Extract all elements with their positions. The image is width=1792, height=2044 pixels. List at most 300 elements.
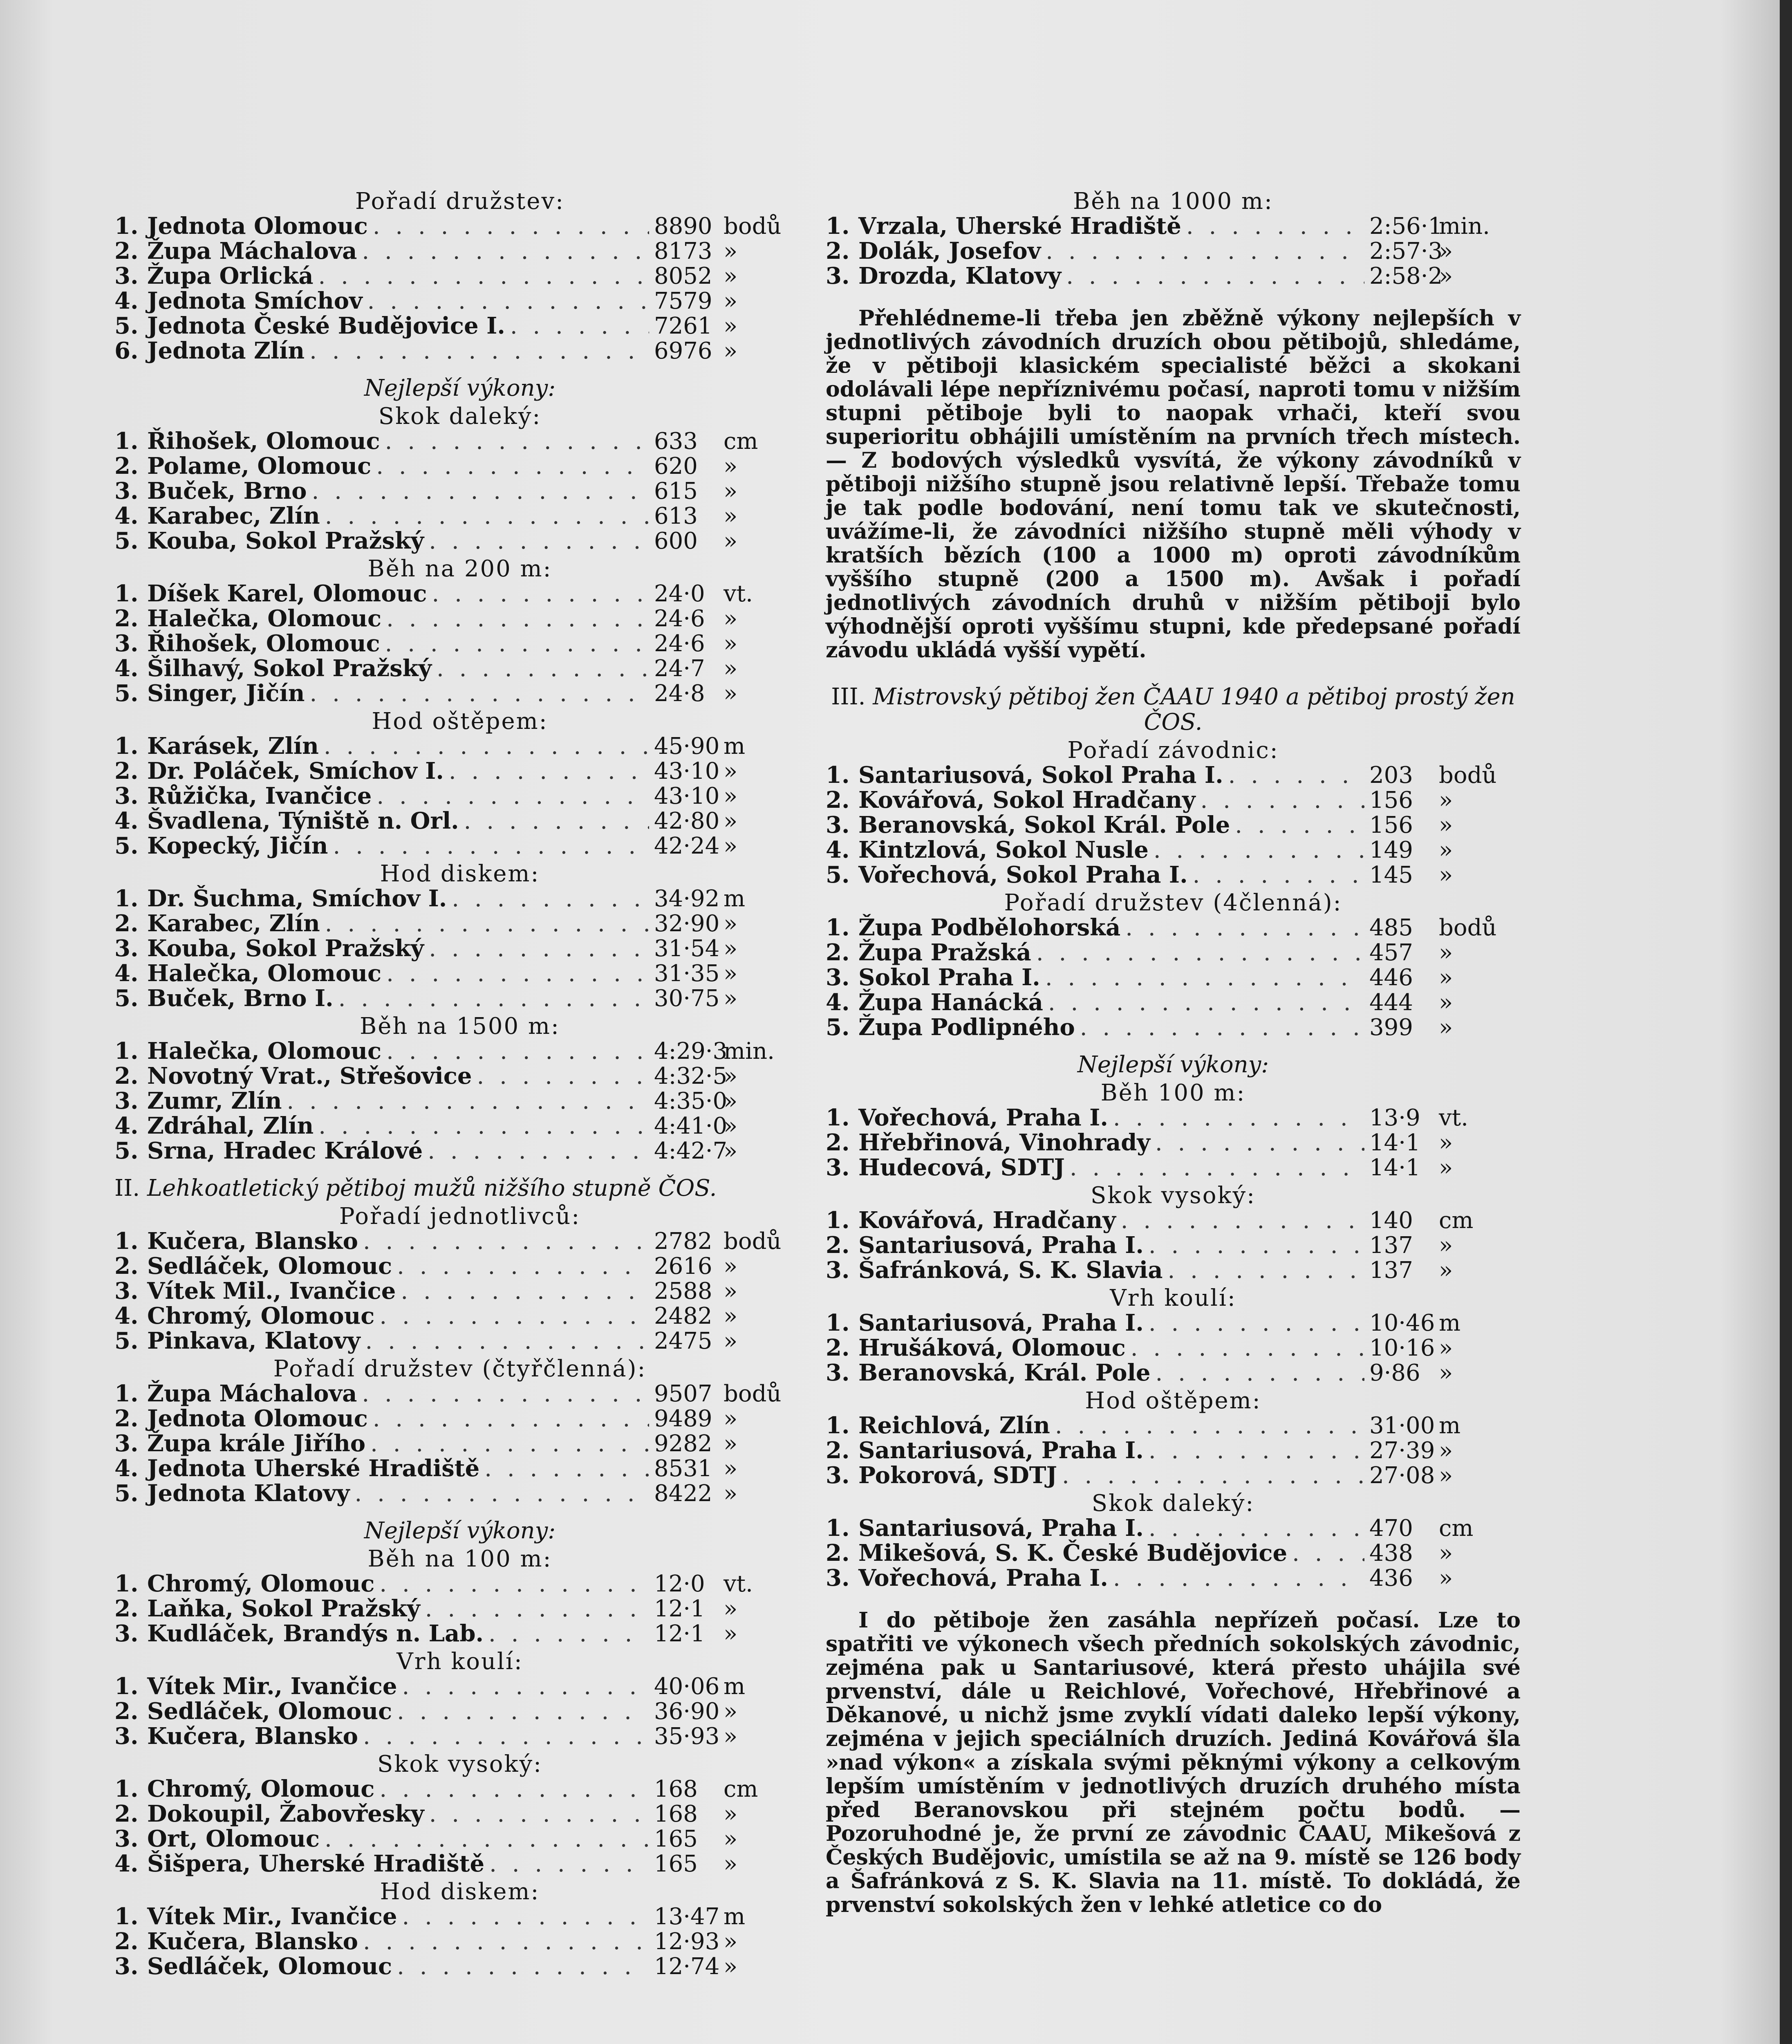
result-rank: 4. — [826, 836, 850, 863]
result-value: 9489 — [654, 1405, 712, 1432]
result-value: 165 — [654, 1826, 698, 1852]
leader-dots — [379, 1572, 649, 1596]
result-unit: » — [724, 1278, 738, 1304]
result-value: 31·35 — [654, 960, 720, 987]
result-unit: » — [1439, 1232, 1453, 1259]
result-unit: » — [724, 1113, 738, 1139]
leader-dots — [1155, 1131, 1364, 1155]
result-unit: » — [724, 910, 738, 937]
scan-edge-shadow — [1780, 0, 1792, 2044]
result-rank: 5. — [114, 1137, 139, 1164]
result-value: 137 — [1369, 1232, 1413, 1259]
result-value: 7261 — [654, 313, 712, 339]
section-3-heading — [826, 684, 1521, 735]
result-unit: » — [724, 605, 738, 632]
commentary-paragraph-2: I do pětiboje žen zasáhla nepřízeň počasí. Lze to spatřiti ve výkonech všech předních sokolských závodnic, zejména pak u Santariusové, která přesto uhájila své prvenství, dále u Reichlové, Vořechové, Hřebřinové a Děkanové, u nichž jsme zvyklí vídati daleko lepší výkony, zejména v jejich speciálních druzích. Jediná Kovářová šla »nad výkon« a získala svými pěknými výkony a celkovým lepším umístěním v jednotlivých druzích druhého místa před Beranovskou při stejném počtu bodů. — Pozoruhodné je, že první ze závodnic ČAAU, Mikešová z Českých Budějovic, umístila se až na 9. místě se 126 body a Šafránková z S. K. Slavia na 11. místě. To dokládá, že prvenství sokolských žen v lehké atletice co do — [826, 1608, 1521, 1917]
long-jump-title: Skok daleký: — [378, 403, 542, 430]
leader-dots — [362, 1382, 649, 1406]
result-unit: » — [724, 655, 738, 682]
result-row — [826, 813, 1521, 838]
leader-dots — [1048, 991, 1364, 1015]
result-unit: » — [1439, 263, 1453, 289]
result-value: 600 — [654, 528, 698, 554]
result-rank: 1. — [826, 1515, 850, 1542]
leader-dots — [449, 759, 649, 784]
individual-title: Pořadí jednotlivců: — [339, 1203, 581, 1230]
result-name: Buček, Brno — [147, 477, 307, 504]
women-shot-title: Vrh koulí: — [1110, 1285, 1236, 1311]
result-name: Kouba, Sokol Pražský — [147, 935, 424, 962]
result-name: Kučera, Blansko — [147, 1723, 358, 1750]
result-row — [826, 1463, 1521, 1488]
result-unit: » — [724, 680, 738, 707]
result-rank: 3. — [114, 1620, 139, 1647]
result-unit: » — [1439, 1437, 1453, 1464]
result-value: 140 — [1369, 1207, 1413, 1234]
result-row — [826, 863, 1521, 888]
result-value: 9·86 — [1369, 1360, 1420, 1386]
result-unit: » — [724, 528, 738, 554]
result-value: 165 — [654, 1851, 698, 1877]
result-rank: 1. — [826, 1104, 850, 1131]
run1000-title: Běh na 1000 m: — [1073, 188, 1273, 215]
result-unit: bodů — [724, 1381, 782, 1407]
result-value: 12·1 — [654, 1620, 705, 1647]
result-unit: » — [724, 630, 738, 657]
result-name: Drozda, Klatovy — [858, 262, 1062, 289]
women-run100-list — [826, 1105, 1521, 1180]
result-rank: 3. — [826, 1257, 850, 1284]
result-rank: 4. — [114, 960, 139, 987]
result-name: Halečka, Olomouc — [147, 605, 382, 632]
result-unit: » — [1439, 939, 1453, 966]
result-row — [826, 1438, 1521, 1463]
result-unit: cm — [1439, 1207, 1474, 1234]
result-rank: 3. — [114, 1953, 139, 1980]
leader-dots — [325, 1827, 649, 1851]
result-name: Jednota Zlín — [147, 337, 305, 364]
result-row — [114, 529, 805, 554]
leader-dots — [1046, 239, 1364, 264]
result-value: 31·00 — [1369, 1412, 1435, 1439]
leader-dots — [1070, 1156, 1364, 1180]
result-row — [114, 1929, 805, 1954]
result-unit: » — [724, 985, 738, 1012]
result-row — [114, 631, 805, 656]
leader-dots — [373, 214, 649, 239]
result-rank: 2. — [114, 910, 139, 937]
leader-dots — [355, 1481, 649, 1506]
result-rank: 3. — [826, 1462, 850, 1489]
result-row — [114, 314, 805, 338]
result-unit: » — [1439, 837, 1453, 863]
result-name: Župa krále Jiřího — [147, 1430, 366, 1457]
best-performances-title: Nejlepší výkony: — [364, 375, 556, 401]
leader-dots — [1168, 1258, 1365, 1283]
result-value: 8052 — [654, 263, 712, 289]
result-rank: 1. — [114, 1673, 139, 1700]
result-name: Řihošek, Olomouc — [147, 630, 380, 657]
shot-title: Vrh koulí: — [396, 1648, 523, 1675]
right-column — [826, 186, 1521, 1917]
result-unit: » — [724, 808, 738, 834]
leader-dots — [1149, 1311, 1364, 1336]
leader-dots — [1193, 863, 1364, 888]
result-value: 2475 — [654, 1328, 712, 1354]
leader-dots — [325, 504, 649, 529]
result-name: Mikešová, S. K. České Budějovice — [858, 1540, 1288, 1567]
result-row — [826, 1130, 1521, 1155]
result-rank: 1. — [826, 1309, 850, 1336]
result-unit: » — [724, 1723, 738, 1750]
result-value: 9282 — [654, 1430, 712, 1457]
result-rank: 3. — [114, 262, 139, 289]
result-rank: 5. — [114, 1327, 139, 1354]
result-name: Vítek Mir., Ivančice — [147, 1903, 397, 1930]
result-unit: » — [724, 960, 738, 987]
result-unit: » — [724, 1851, 738, 1877]
javelin-list — [114, 734, 805, 858]
result-value: 27·08 — [1369, 1462, 1435, 1489]
result-value: 24·7 — [654, 655, 705, 682]
result-unit: » — [1439, 1257, 1453, 1284]
result-row — [826, 1233, 1521, 1258]
result-name: Šišpera, Uherské Hradiště — [147, 1850, 485, 1877]
result-unit: » — [724, 478, 738, 504]
result-rank: 2. — [114, 1928, 139, 1955]
result-rank: 2. — [114, 1595, 139, 1622]
result-name: Vořechová, Sokol Praha I. — [858, 861, 1188, 888]
result-value: 156 — [1369, 812, 1413, 838]
result-rank: 1. — [114, 1570, 139, 1597]
result-unit: » — [1439, 1360, 1453, 1386]
leader-dots — [324, 734, 649, 759]
leader-dots — [311, 479, 649, 504]
result-rank: 1. — [114, 580, 139, 607]
result-rank: 3. — [114, 630, 139, 657]
result-rank: 2. — [826, 939, 850, 966]
result-rank: 3. — [114, 935, 139, 962]
result-row — [114, 338, 805, 363]
leader-dots — [489, 1852, 649, 1876]
result-rank: 2. — [114, 758, 139, 784]
result-value: 633 — [654, 428, 698, 455]
result-rank: 2. — [826, 238, 850, 264]
result-unit: » — [724, 758, 738, 784]
result-unit: » — [724, 833, 738, 859]
result-name: Karabec, Zlín — [147, 910, 320, 937]
section-3-number: III. — [831, 684, 866, 710]
section-2-title: Lehkoatletický pětiboj mužů nižšího stupně ČOS. — [147, 1175, 717, 1201]
result-value: 14·1 — [1369, 1154, 1420, 1181]
result-row — [114, 784, 805, 809]
result-name: Řihošek, Olomouc — [147, 428, 380, 455]
result-name: Švadlena, Týniště n. Orl. — [147, 807, 459, 834]
result-row — [114, 1596, 805, 1621]
result-value: 12·1 — [654, 1596, 705, 1622]
result-row — [826, 1516, 1521, 1541]
result-row — [826, 1336, 1521, 1360]
result-name: Polame, Olomouc — [147, 453, 372, 480]
leader-dots — [1125, 916, 1364, 940]
result-row — [114, 479, 805, 504]
result-unit: » — [724, 453, 738, 480]
result-name: Srna, Hradec Králové — [147, 1137, 423, 1164]
result-value: 620 — [654, 453, 698, 480]
leader-dots — [1045, 966, 1364, 990]
result-unit: » — [724, 1405, 738, 1432]
result-row — [114, 454, 805, 479]
result-rank: 2. — [114, 1800, 139, 1827]
leader-dots — [318, 1114, 649, 1139]
result-rank: 1. — [114, 1228, 139, 1255]
commentary-paragraph-1: Přehlédneme-li třeba jen zběžně výkony nejlepších v jednotlivých závodních druzích obou pětibojů, shledáme, že v pětiboji klasickém specialisté běžci a skokani odolávali lépe nepříznivému počasí, naproti tomu v nižším stupni pětiboje byli to naopak vrhači, kteří svou superioritu obhájili umístěním na prvních třech místech. — Z bodových výsledků vysvítá, že výkony závodníků v pětiboji nižšího stupně jsou relativně lepší. Třebaže tomu je tak podle bodování, není tomu tak ve skutečnosti, uvážíme-li, že závodníci nižšího stupně měli výhody v kratších bězích (100 a 1000 m) oproti závodníkům vyššího stupně (200 a 1500 m). Avšak i pořadí jednotlivých závodních druhů v nižším pětiboji bylo výhodnější oproti vyššímu stupni, kde předepsané pořadí závodu ukládá vyšší vypětí. — [826, 306, 1521, 663]
result-name: Kopecký, Jičín — [147, 832, 328, 859]
result-rank: 2. — [114, 1405, 139, 1432]
result-row — [114, 1114, 805, 1139]
result-unit: » — [724, 935, 738, 962]
result-row — [826, 990, 1521, 1015]
result-unit: min. — [724, 1038, 775, 1065]
result-name: Chromý, Olomouc — [147, 1570, 375, 1597]
leader-dots — [363, 1229, 649, 1254]
leader-dots — [402, 1674, 649, 1699]
result-row — [114, 734, 805, 759]
result-name: Halečka, Olomouc — [147, 960, 382, 987]
result-row — [114, 834, 805, 858]
result-rank: 3. — [114, 1430, 139, 1457]
result-row — [826, 1311, 1521, 1336]
result-unit: » — [724, 263, 738, 289]
leader-dots — [386, 961, 649, 986]
result-row — [114, 1229, 805, 1254]
result-row — [114, 936, 805, 961]
leader-dots — [510, 314, 649, 338]
result-value: 4:29·3 — [654, 1038, 728, 1065]
result-unit: » — [1439, 238, 1453, 264]
result-row — [114, 1827, 805, 1851]
result-name: Kučera, Blansko — [147, 1928, 358, 1955]
result-name: Sokol Praha I. — [858, 964, 1040, 991]
result-value: 30·75 — [654, 985, 720, 1012]
result-value: 485 — [1369, 914, 1413, 941]
result-unit: » — [724, 288, 738, 314]
result-unit: m — [724, 1903, 746, 1930]
result-row — [826, 838, 1521, 863]
result-rank: 1. — [114, 213, 139, 240]
team4-title: Pořadí družstev (čtyřčlenná): — [273, 1356, 647, 1382]
result-name: Santariusová, Praha I. — [858, 1309, 1144, 1336]
result-unit: » — [724, 783, 738, 809]
result-name: Santariusová, Sokol Praha I. — [858, 762, 1223, 789]
result-name: Dolák, Josefov — [858, 238, 1041, 264]
result-unit: » — [1439, 1130, 1453, 1156]
result-rank: 4. — [114, 1112, 139, 1139]
leader-dots — [1149, 1516, 1364, 1541]
result-unit: » — [724, 1480, 738, 1507]
result-row — [114, 1279, 805, 1304]
result-unit: min. — [1439, 213, 1490, 240]
result-value: 40·06 — [654, 1673, 720, 1700]
result-unit: » — [724, 503, 738, 529]
result-value: 24·8 — [654, 680, 705, 707]
run100-list — [114, 1571, 805, 1646]
leader-dots — [428, 1139, 649, 1163]
result-value: 10·16 — [1369, 1335, 1435, 1361]
result-value: 13·47 — [654, 1903, 720, 1930]
result-row — [114, 1456, 805, 1481]
leader-dots — [1156, 1361, 1364, 1385]
result-rank: 3. — [114, 1825, 139, 1852]
result-unit: » — [724, 1596, 738, 1622]
result-name: Vítek Mil., Ivančice — [147, 1278, 396, 1304]
result-rank: 5. — [114, 527, 139, 554]
result-value: 36·90 — [654, 1698, 720, 1725]
result-value: 156 — [1369, 787, 1413, 814]
result-value: 613 — [654, 503, 698, 529]
result-value: 43·10 — [654, 783, 720, 809]
result-rank: 2. — [114, 1698, 139, 1725]
leader-dots — [1292, 1541, 1364, 1566]
leader-dots — [432, 582, 649, 606]
leader-dots — [397, 1699, 649, 1724]
result-rank: 3. — [114, 782, 139, 809]
result-name: Buček, Brno I. — [147, 985, 334, 1012]
result-value: 436 — [1369, 1565, 1413, 1591]
result-value: 8890 — [654, 213, 712, 240]
result-row — [114, 1406, 805, 1431]
result-name: Kintzlová, Sokol Nusle — [858, 836, 1149, 863]
discus-title: Hod diskem: — [380, 861, 540, 887]
result-rank: 2. — [114, 605, 139, 632]
team-order-title: Pořadí družstev: — [355, 188, 564, 215]
result-unit: » — [724, 1328, 738, 1354]
result-rank: 2. — [826, 1437, 850, 1464]
result-unit: » — [1439, 862, 1453, 888]
result-unit: vt. — [1439, 1105, 1468, 1131]
result-row — [114, 911, 805, 936]
women-high-jump-title: Skok vysoký: — [1091, 1182, 1256, 1209]
best-performances-2-title: Nejlepší výkony: — [364, 1517, 556, 1544]
result-unit: » — [724, 1063, 738, 1089]
leader-dots — [1036, 941, 1364, 965]
result-name: Růžička, Ivančice — [147, 782, 372, 809]
leader-dots — [325, 912, 649, 936]
result-name: Halečka, Olomouc — [147, 1038, 382, 1065]
result-value: 35·93 — [654, 1723, 720, 1750]
result-rank: 3. — [826, 262, 850, 289]
result-value: 24·6 — [654, 630, 705, 657]
result-value: 470 — [1369, 1515, 1413, 1542]
result-name: Vořechová, Praha I. — [858, 1104, 1108, 1131]
result-unit: bodů — [1439, 762, 1497, 789]
result-rank: 6. — [114, 337, 139, 364]
result-row — [114, 1139, 805, 1163]
result-row — [114, 606, 805, 631]
result-rank: 4. — [114, 1455, 139, 1482]
women-long-jump-title: Skok daleký: — [1091, 1490, 1255, 1517]
women-shot-list — [826, 1311, 1521, 1385]
leader-dots — [333, 834, 649, 858]
result-rank: 4. — [114, 807, 139, 834]
result-name: Hřebřinová, Vinohrady — [858, 1129, 1150, 1156]
leader-dots — [370, 1432, 649, 1456]
result-value: 10·46 — [1369, 1310, 1435, 1336]
result-unit: » — [724, 313, 738, 339]
result-rank: 4. — [114, 1302, 139, 1329]
result-rank: 3. — [826, 1359, 850, 1386]
result-unit: » — [1439, 1014, 1453, 1041]
result-value: 6976 — [654, 338, 712, 364]
result-unit: » — [724, 1620, 738, 1647]
leader-dots — [310, 681, 650, 706]
result-value: 42·80 — [654, 808, 720, 834]
individual-list — [114, 1229, 805, 1354]
result-unit: m — [724, 885, 746, 912]
result-row — [114, 264, 805, 289]
result-rank: 4. — [114, 655, 139, 682]
result-value: 24·6 — [654, 605, 705, 632]
result-row — [114, 429, 805, 454]
leader-dots — [1235, 813, 1364, 838]
women-team-list — [826, 915, 1521, 1040]
women-javelin-title: Hod oštěpem: — [1085, 1387, 1261, 1414]
result-name: Singer, Jičín — [147, 680, 305, 707]
result-name: Župa Orlická — [147, 262, 314, 289]
result-name: Zdráhal, Zlín — [147, 1112, 314, 1139]
result-rank: 1. — [826, 1412, 850, 1439]
result-value: 8531 — [654, 1455, 712, 1482]
run1000-list — [826, 214, 1521, 289]
result-name: Sedláček, Olomouc — [147, 1953, 392, 1980]
result-row — [114, 1089, 805, 1114]
result-rank: 3. — [826, 964, 850, 991]
leader-dots — [429, 937, 649, 961]
result-rank: 1. — [826, 213, 850, 240]
result-row — [114, 1621, 805, 1646]
leader-dots — [385, 429, 649, 454]
result-rank: 2. — [826, 1540, 850, 1567]
result-value: 444 — [1369, 989, 1413, 1016]
result-row — [826, 788, 1521, 813]
result-row — [114, 581, 805, 606]
leader-dots — [379, 1304, 649, 1329]
leader-dots — [363, 1930, 649, 1954]
result-value: 4:32·5 — [654, 1063, 728, 1089]
discus-list — [114, 886, 805, 1011]
result-name: Jednota Olomouc — [147, 1405, 368, 1432]
result-row — [826, 1360, 1521, 1385]
result-row — [114, 289, 805, 314]
result-name: Díšek Karel, Olomouc — [147, 580, 427, 607]
result-row — [114, 656, 805, 681]
result-row — [826, 214, 1521, 239]
leader-dots — [309, 339, 649, 363]
result-unit: » — [1439, 1565, 1453, 1591]
result-rank: 1. — [114, 1903, 139, 1930]
result-value: 2616 — [654, 1253, 712, 1280]
leader-dots — [464, 809, 649, 834]
women-run100-title: Běh 100 m: — [1100, 1080, 1246, 1106]
result-row — [826, 763, 1521, 788]
result-row — [114, 961, 805, 986]
result-rank: 2. — [826, 1334, 850, 1361]
result-value: 446 — [1369, 964, 1413, 991]
leader-dots — [1055, 1414, 1364, 1438]
result-row — [114, 1064, 805, 1089]
result-rank: 2. — [826, 787, 850, 814]
leader-dots — [488, 1622, 649, 1646]
